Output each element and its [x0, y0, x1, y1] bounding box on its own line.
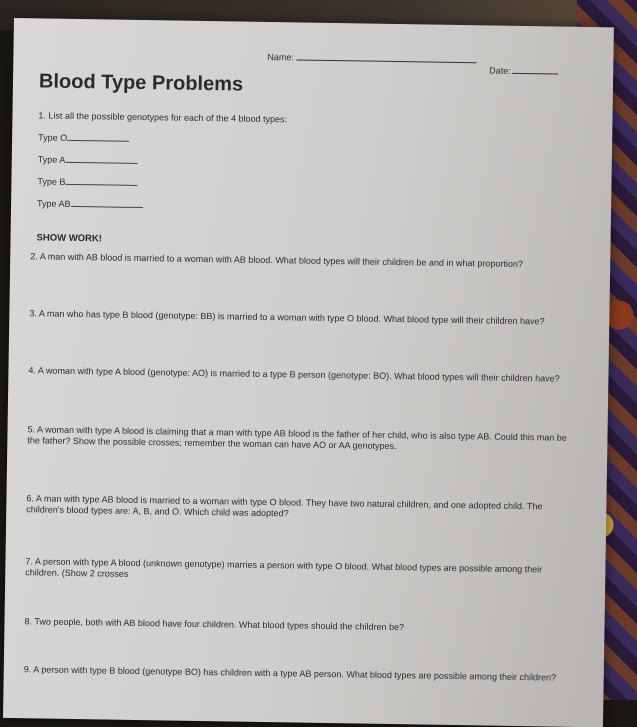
question-7: 7. A person with type A blood (unknown genotype) marries a person with type O blood. What blood types are possible among their children. (Show 2 crosses	[25, 556, 543, 579]
show-work-label: SHOW WORK!	[36, 232, 103, 245]
question-9: 9. A person with type B blood (genotype BO) has children with a type AB person. What blood types are possible among their children?	[23, 664, 557, 683]
date-label: Date:	[489, 65, 511, 76]
question-1: 1. List all the possible genotypes for each of the 4 blood types:	[38, 110, 288, 125]
type-a-row	[38, 152, 138, 166]
question-6: 6. A man with type AB blood is married to a woman with type O blood. They have two natural children, and one adopted child. The children's blood types are: A, B, and O. Which child was adopted?	[26, 493, 543, 519]
question-3: 3. A man who has type B blood (genotype: BB) is married to a woman with type O blood. What blood type will their children have?	[29, 308, 545, 327]
question-8: 8. Two people, both with AB blood have four children. What blood types should the children be?	[24, 616, 405, 633]
question-2: 2. A man with AB blood is married to a woman with AB blood. What blood types will their children be and in what proportion?	[30, 251, 524, 270]
question-5: 5. A woman with type A blood is claiming that a man with type AB blood is the father of her child, who is also type AB. Could this man be the father? Show the possible crosses; remember the woman can have AO or AA genotypes.	[27, 424, 567, 452]
type-ab-row	[37, 196, 143, 210]
type-b-row	[37, 174, 137, 188]
name-label: Name:	[267, 51, 295, 63]
type-ab-blank[interactable]	[71, 197, 143, 208]
type-o-blank[interactable]	[67, 131, 129, 142]
date-blank[interactable]	[512, 73, 558, 75]
name-blank[interactable]	[296, 59, 476, 63]
type-a-label: Type A	[37, 154, 66, 165]
type-b-blank[interactable]	[65, 175, 137, 186]
type-o-row	[38, 130, 129, 143]
worksheet-paper	[3, 18, 614, 727]
date-field	[489, 65, 558, 76]
question-4: 4. A woman with type A blood (genotype: AO) is married to a type B person (genotype: BO). What blood types will their children have?	[28, 365, 560, 384]
page-title: Blood Type Problems	[38, 70, 244, 96]
type-b-label: Type B	[37, 176, 66, 187]
type-o-label: Type O	[38, 132, 68, 143]
type-ab-label: Type AB	[37, 198, 71, 209]
type-a-blank[interactable]	[65, 153, 137, 164]
name-field	[267, 52, 476, 65]
